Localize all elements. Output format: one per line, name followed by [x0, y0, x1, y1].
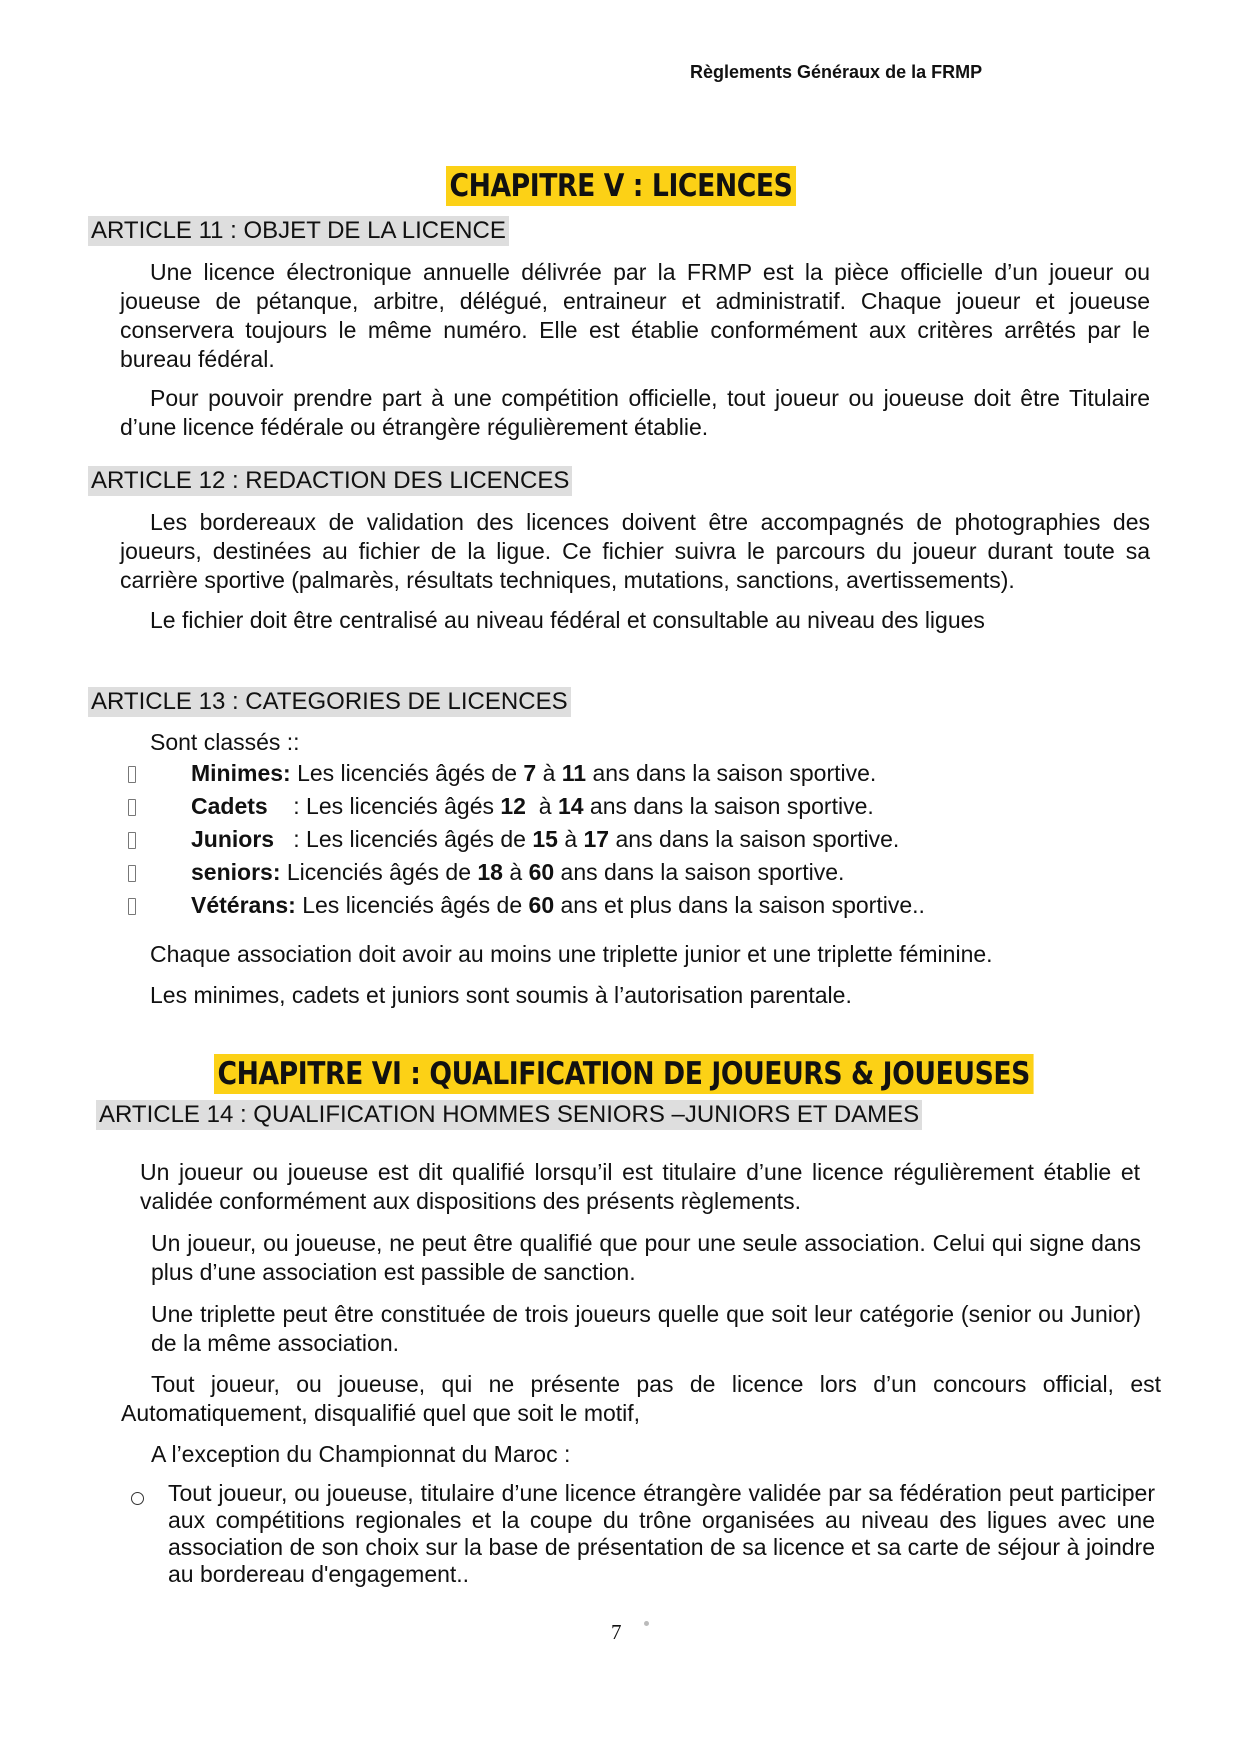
- list-intro: Sont classés ::: [150, 729, 300, 755]
- document-header-title: Règlements Généraux de la FRMP: [690, 62, 983, 82]
- paragraph: Les bordereaux de validation des licences doivent être accompagnés de photographies des joueurs, destinées au fichier de la ligue. Ce fichier suivra le parcours du joueur durant toute sa carrière sportive (palmarès, résultats techniques, mutations, sanctions, avertissements).: [120, 509, 1150, 593]
- bullet-icon: [128, 832, 136, 849]
- sub-list-item: Tout joueur, ou joueuse, titulaire d’une licence étrangère validée par sa fédération peut participer aux compétitions regionales et la coupe du trône organisées au niveau des ligues avec une association de son choix sur la base de présentation de sa licence et sa carte de séjour à joindre au bordereau d'engagement..: [168, 1480, 1155, 1587]
- page-number: 7: [611, 1620, 622, 1644]
- paragraph: Chaque association doit avoir au moins une triplette junior et une triplette féminine.: [150, 941, 993, 967]
- article-title: ARTICLE 14 : QUALIFICATION HOMMES SENIORS –JUNIORS ET DAMES: [96, 1100, 922, 1130]
- article-title: ARTICLE 12 : REDACTION DES LICENCES: [88, 466, 572, 496]
- paragraph: Les minimes, cadets et juniors sont soumis à l’autorisation parentale.: [150, 982, 852, 1008]
- bullet-icon: [128, 898, 136, 915]
- article-title: ARTICLE 11 : OBJET DE LA LICENCE: [88, 216, 509, 246]
- paragraph: Une licence électronique annuelle délivrée par la FRMP est la pièce officielle d’un joueur ou joueuse de pétanque, arbitre, délégué, entraineur et administratif. Chaque joueur et joueuse conservera toujours le même numéro. Elle est établie conformément aux critères arrêtés par le bureau fédéral.: [120, 259, 1150, 372]
- bullet-icon: [128, 766, 136, 783]
- chapter-title: CHAPITRE V : LICENCES: [446, 166, 796, 206]
- article-title: ARTICLE 13 : CATEGORIES DE LICENCES: [88, 687, 571, 717]
- paragraph: Une triplette peut être constituée de trois joueurs quelle que soit leur catégorie (senior ou Junior) de la même association.: [151, 1301, 1141, 1356]
- scan-dot: [644, 1621, 649, 1626]
- paragraph: Un joueur, ou joueuse, ne peut être qualifié que pour une seule association. Celui qui signe dans plus d’une association est passible de sanction.: [151, 1230, 1141, 1285]
- paragraph: Le fichier doit être centralisé au niveau fédéral et consultable au niveau des ligues: [150, 607, 985, 633]
- bullet-icon: [128, 865, 136, 882]
- bullet-icon: [128, 799, 136, 816]
- circle-bullet-icon: [131, 1492, 144, 1505]
- paragraph: Pour pouvoir prendre part à une compétition officielle, tout joueur ou joueuse doit être Titulaire d’une licence fédérale ou étrangère régulièrement établie.: [120, 385, 1150, 440]
- chapter-title: CHAPITRE VI : QUALIFICATION DE JOUEURS & JOUEUSES: [214, 1054, 1033, 1094]
- paragraph: Un joueur ou joueuse est dit qualifié lorsqu’il est titulaire d’une licence régulièrement établie et validée conformément aux dispositions des présents règlements.: [140, 1159, 1140, 1214]
- paragraph: A l’exception du Championnat du Maroc :: [151, 1441, 571, 1467]
- paragraph: Tout joueur, ou joueuse, qui ne présente pas de licence lors d’un concours official, est Automatiquement, disqualifié quel que soit le motif,: [121, 1371, 1161, 1426]
